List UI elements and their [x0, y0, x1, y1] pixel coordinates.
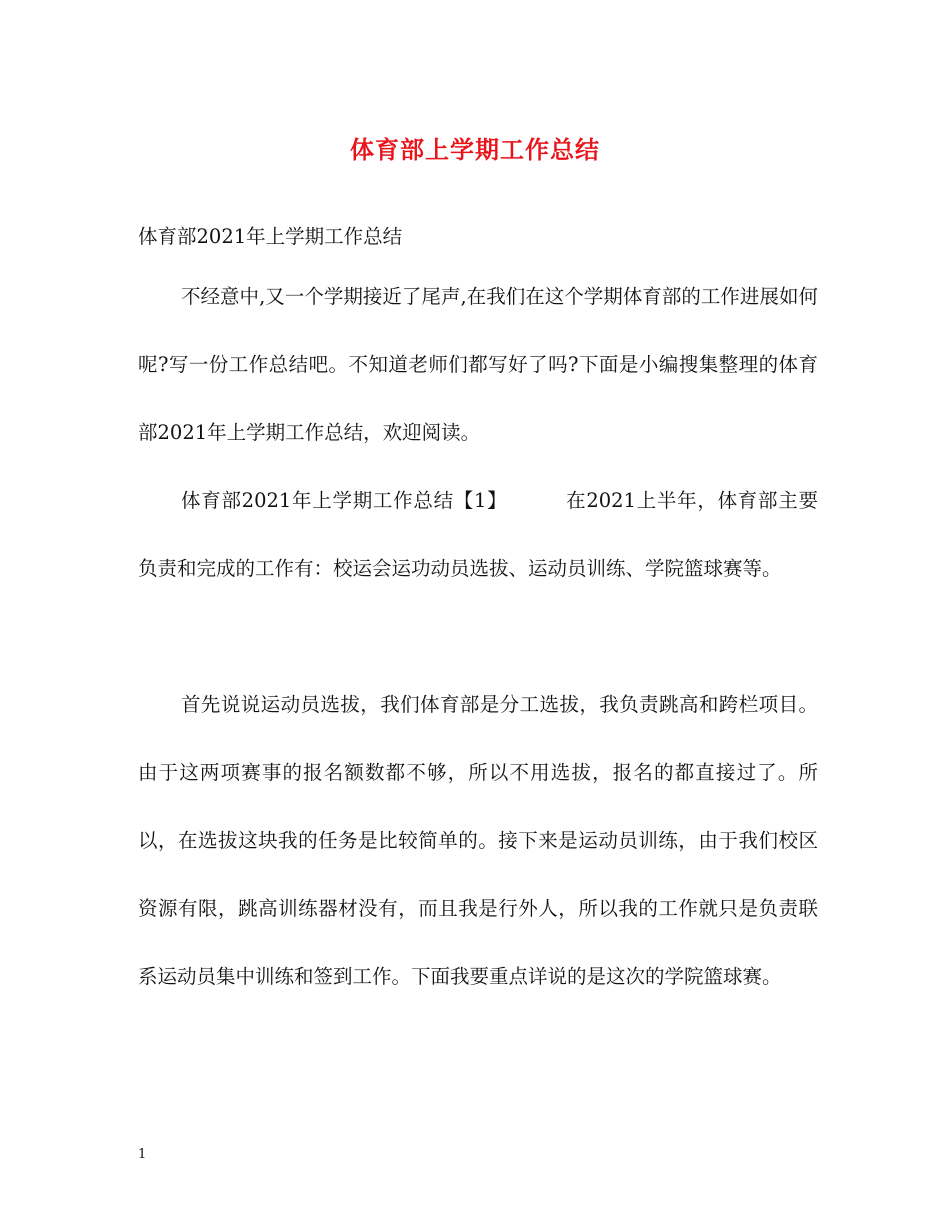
paragraph-summary [138, 467, 818, 603]
section-body: 在2021上半年，体育部主要负责和完成的工作有：校运会运功动员选拔、运动员训练、学院篮球赛等。 [138, 489, 818, 580]
paragraph-details: 首先说说运动员选拔，我们体育部是分工选拔，我负责跳高和跨栏项目。由于这两项赛事的报名额数都不够，所以不用选拔，报名的都直接过了。所以，在选拔这块我的任务是比较简单的。接下来是运动员训练，由于我们校区资源有限，跳高训练器材没有，而且我是行外人，所以我的工作就只是负责联系运动员集中训练和签到工作。下面我要重点详说的是这次的学院篮球赛。 [138, 693, 818, 988]
paragraph-intro: 不经意中,又一个学期接近了尾声,在我们在这个学期体育部的工作进展如何呢?写一份工作总结吧。不知道老师们都写好了吗?下面是小编搜集整理的体育部2021年上学期工作总结，欢迎阅读。 [138, 285, 818, 444]
document-title: 体育部上学期工作总结 [350, 135, 600, 164]
page-number: 1 [138, 1147, 147, 1162]
document-subtitle: 体育部2021年上学期工作总结 [138, 225, 403, 248]
section-heading: 体育部2021年上学期工作总结【1】 [181, 489, 508, 512]
